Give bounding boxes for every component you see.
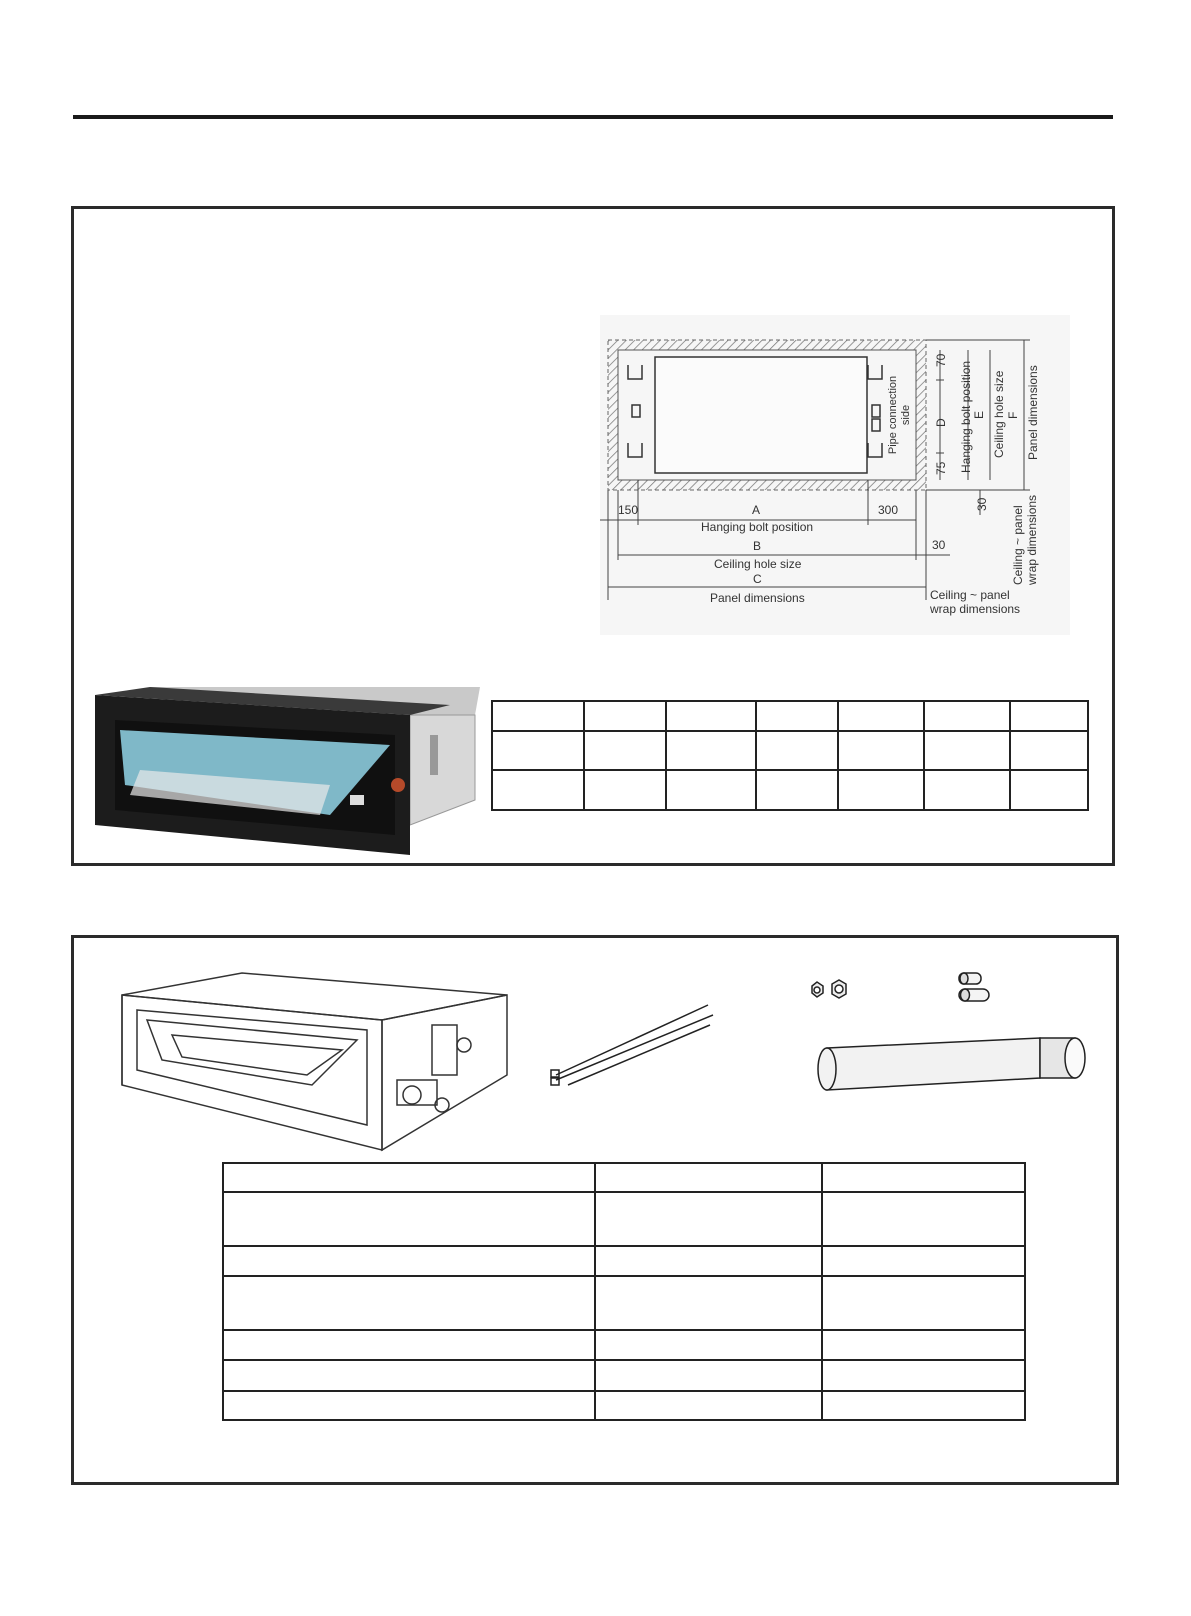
table-cell	[666, 770, 756, 810]
dim-70: 70	[934, 353, 948, 367]
table-cell	[595, 1330, 822, 1360]
dim-150: 150	[618, 503, 639, 517]
table-cell	[584, 770, 666, 810]
header-rule	[73, 115, 1113, 119]
table-cell	[666, 731, 756, 770]
table-cell	[223, 1246, 595, 1276]
ceiling-panel-wrap-label-2: wrap dimensions	[930, 602, 1021, 616]
table-cell	[822, 1163, 1025, 1192]
table-cell	[838, 731, 924, 770]
dim-30-vertical: 30	[975, 497, 989, 511]
ducted-unit-photo	[80, 675, 485, 860]
unit-outline	[655, 357, 867, 473]
table-cell	[822, 1391, 1025, 1420]
pipe-fittings-icon	[955, 970, 995, 1005]
dim-e: E	[972, 410, 986, 419]
table-cell	[756, 701, 838, 731]
ceiling-panel-wrap-vertical-2: wrap dimensions	[1025, 494, 1039, 585]
table-cell	[223, 1163, 595, 1192]
table-cell	[223, 1360, 595, 1391]
table-cell	[223, 1330, 595, 1360]
table-cell	[822, 1246, 1025, 1276]
pipe-connection-label-1: Pipe connection	[887, 375, 899, 455]
table-cell	[492, 701, 584, 731]
dim-f: F	[1006, 411, 1020, 419]
dimension-diagram	[600, 315, 1070, 635]
table-cell	[838, 770, 924, 810]
cable-ties-icon	[548, 1000, 718, 1090]
ducted-unit-line-drawing	[112, 965, 512, 1155]
table-cell	[595, 1391, 822, 1420]
table-cell	[223, 1276, 595, 1330]
table-cell	[666, 701, 756, 731]
table-cell	[924, 701, 1010, 731]
table-cell	[595, 1276, 822, 1330]
hanging-bolt-vertical-label: Hanging bolt position	[959, 360, 973, 473]
table-cell	[822, 1276, 1025, 1330]
dim-d: D	[934, 418, 948, 427]
table-cell	[492, 770, 584, 810]
table-cell	[756, 770, 838, 810]
table-cell	[1010, 731, 1088, 770]
table-cell	[584, 731, 666, 770]
table-cell	[1010, 770, 1088, 810]
hanging-bolt-label: Hanging bolt position	[701, 520, 814, 534]
ceiling-panel-wrap-label-1: Ceiling ~ panel	[930, 588, 1010, 602]
table-cell	[223, 1391, 595, 1420]
pipe-connection-label-2: side	[900, 404, 912, 426]
ceiling-panel-wrap-vertical-1: Ceiling ~ panel	[1011, 505, 1025, 585]
table-cell	[756, 731, 838, 770]
dim-a: A	[752, 503, 761, 517]
table-cell	[822, 1360, 1025, 1391]
table-cell	[595, 1360, 822, 1391]
table-cell	[822, 1330, 1025, 1360]
table-cell	[595, 1246, 822, 1276]
table-cell	[492, 731, 584, 770]
ceiling-hole-vertical-label: Ceiling hole size	[992, 370, 1006, 458]
ceiling-hole-label: Ceiling hole size	[714, 557, 802, 571]
dimensions-table	[491, 700, 1089, 811]
flare-nuts-icon	[808, 978, 858, 1003]
panel-dimensions-vertical-label: Panel dimensions	[1026, 365, 1040, 460]
dim-b: B	[753, 539, 762, 553]
accessories-table	[222, 1162, 1026, 1421]
dim-75: 75	[934, 461, 948, 475]
table-cell	[924, 731, 1010, 770]
table-cell	[223, 1192, 595, 1246]
table-cell	[595, 1192, 822, 1246]
dim-30-horizontal: 30	[932, 538, 946, 552]
dim-300: 300	[878, 503, 899, 517]
table-cell	[924, 770, 1010, 810]
panel-dimensions-label: Panel dimensions	[710, 591, 805, 605]
insulation-tube-icon	[815, 1030, 1090, 1100]
table-cell	[822, 1192, 1025, 1246]
table-cell	[1010, 701, 1088, 731]
table-cell	[595, 1163, 822, 1192]
dim-c: C	[753, 572, 762, 586]
table-cell	[838, 701, 924, 731]
table-cell	[584, 701, 666, 731]
